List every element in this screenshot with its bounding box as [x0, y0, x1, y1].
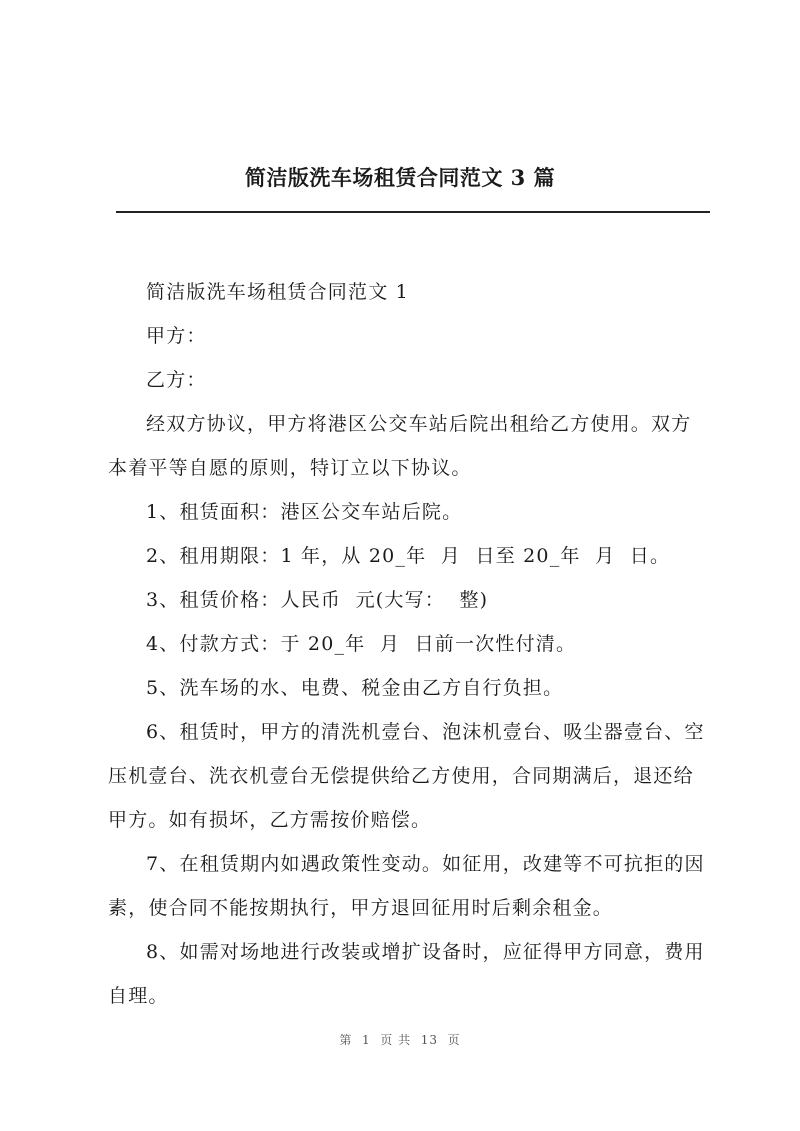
- document-title: 简洁版洗车场租赁合同范文 3 篇: [244, 165, 556, 190]
- intro-paragraph: 经双方协议，甲方将港区公交车站后院出租给乙方使用。双方本着平等自愿的原则，特订立以下协议。: [108, 413, 692, 479]
- clause-5: 5、洗车场的水、电费、税金由乙方自行负担。: [146, 677, 564, 699]
- section-heading: 简洁版洗车场租赁合同范文 1: [146, 281, 409, 303]
- clause-6: 6、租赁时，甲方的清洗机壹台、泡沫机壹台、吸尘器壹台、空压机壹台、洗衣机壹台无偿提供给乙方使用，合同期满后，退还给甲方。如有损坏，乙方需按价赔偿。: [108, 721, 705, 831]
- clause-3: 3、租赁价格：人民币 元(大写： 整): [146, 589, 489, 611]
- clause-2: 2、租用期限：1 年，从 20_年 月 日至 20_年 月 日。: [146, 545, 671, 567]
- page-number-footer: 第 1 页 共 13 页: [339, 1033, 461, 1047]
- clause-8: 8、如需对场地进行改装或增扩设备时，应征得甲方同意，费用自理。: [108, 941, 705, 1007]
- party-b-line: 乙方：: [146, 369, 207, 391]
- title-underline: [116, 211, 710, 213]
- document-body: [108, 270, 708, 1018]
- clause-1: 1、租赁面积：港区公交车站后院。: [146, 501, 463, 523]
- party-a-line: 甲方：: [146, 325, 207, 347]
- clause-4: 4、付款方式：于 20_年 月 日前一次性付清。: [146, 633, 577, 655]
- clause-7: 7、在租赁期内如遇政策性变动。如征用，改建等不可抗拒的因素，使合同不能按期执行，甲方退回征用时后剩余租金。: [108, 853, 705, 919]
